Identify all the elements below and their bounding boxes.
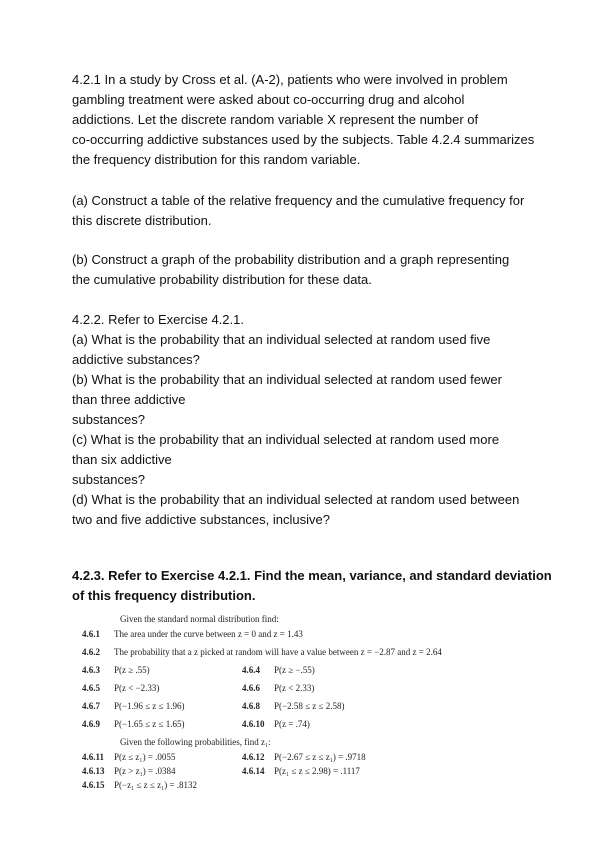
textbook-excerpt-image bbox=[78, 610, 538, 790]
item-text: P(z = .74) bbox=[274, 719, 310, 729]
item-text: P(z ≥ −.55) bbox=[274, 665, 315, 675]
text-line: addictive substances? bbox=[72, 352, 200, 367]
excerpt-item bbox=[82, 780, 197, 790]
exercise-4-2-1-text bbox=[72, 70, 542, 170]
excerpt-item bbox=[82, 629, 303, 639]
text-line: 4.2.3. Refer to Exercise 4.2.1. Find the mean, variance, and standard deviation bbox=[72, 568, 552, 583]
text-line: (d) What is the probability that an individual selected at random used between bbox=[72, 492, 520, 507]
excerpt-item bbox=[82, 752, 175, 762]
text-line: addictions. Let the discrete random variable X represent the number of bbox=[72, 112, 479, 127]
excerpt-heading: Given the following probabilities, find z₁: bbox=[120, 737, 271, 747]
item-text: P(z < 2.33) bbox=[274, 683, 315, 693]
excerpt-item bbox=[82, 647, 442, 657]
excerpt-item bbox=[82, 683, 159, 693]
item-number: 4.6.15 bbox=[82, 780, 105, 790]
text-line: than three addictive bbox=[72, 392, 186, 407]
text-line: gambling treatment were asked about co-occurring drug and alcohol bbox=[72, 92, 465, 107]
excerpt-item bbox=[242, 701, 344, 711]
item-text: P(z ≥ .55) bbox=[114, 665, 150, 675]
text-line: the frequency distribution for this random variable. bbox=[72, 152, 361, 167]
text-line: (b) Construct a graph of the probability distribution and a graph representing bbox=[72, 252, 510, 267]
exercise-4-2-2-text bbox=[72, 310, 542, 530]
text-line: (b) What is the probability that an individual selected at random used fewer bbox=[72, 372, 502, 387]
excerpt-heading: Given the standard normal distribution find: bbox=[120, 614, 279, 624]
item-text: The area under the curve between z = 0 and z = 1.43 bbox=[114, 629, 303, 639]
excerpt-item bbox=[82, 701, 184, 711]
item-number: 4.6.3 bbox=[82, 665, 100, 675]
item-text: P(z > z₁) = .0384 bbox=[114, 766, 176, 776]
text-line: co-occurring addictive substances used by the subjects. Table 4.2.4 summarizes bbox=[72, 132, 535, 147]
text-line: (c) What is the probability that an individual selected at random used more bbox=[72, 432, 500, 447]
text-line: of this frequency distribution. bbox=[72, 588, 256, 603]
item-text: P(z ≤ z₁) = .0055 bbox=[114, 752, 176, 762]
item-text: P(z₁ ≤ z ≤ 2.98) = .1117 bbox=[274, 766, 360, 776]
item-text: P(−1.96 ≤ z ≤ 1.96) bbox=[114, 701, 185, 711]
item-number: 4.6.11 bbox=[82, 752, 105, 762]
text-line: (a) What is the probability that an individual selected at random used five bbox=[72, 332, 491, 347]
text-line: substances? bbox=[72, 472, 145, 487]
item-number: 4.6.5 bbox=[82, 683, 100, 693]
excerpt-item bbox=[242, 665, 315, 675]
excerpt-item bbox=[82, 665, 150, 675]
text-line: 4.2.2. Refer to Exercise 4.2.1. bbox=[72, 312, 244, 327]
text-line: substances? bbox=[72, 412, 145, 427]
item-text: P(−z₁ ≤ z ≤ z₁) = .8132 bbox=[114, 780, 198, 790]
text-line: than six addictive bbox=[72, 452, 172, 467]
item-number: 4.6.2 bbox=[82, 647, 100, 657]
item-text: P(−2.67 ≤ z ≤ z₁) = .9718 bbox=[274, 752, 366, 762]
exercise-4-2-3-text bbox=[72, 566, 552, 606]
excerpt-item bbox=[242, 766, 360, 776]
item-number: 4.6.13 bbox=[82, 766, 105, 776]
item-text: P(−1.65 ≤ z ≤ 1.65) bbox=[114, 719, 185, 729]
excerpt-item bbox=[242, 752, 366, 762]
item-number: 4.6.12 bbox=[242, 752, 265, 762]
excerpt-item bbox=[82, 719, 184, 729]
item-text: P(−2.58 ≤ z ≤ 2.58) bbox=[274, 701, 345, 711]
item-number: 4.6.9 bbox=[82, 719, 100, 729]
excerpt-item bbox=[242, 683, 314, 693]
item-number: 4.6.1 bbox=[82, 629, 100, 639]
item-number: 4.6.6 bbox=[242, 683, 260, 693]
excerpt-item bbox=[82, 766, 176, 776]
text-line: this discrete distribution. bbox=[72, 213, 212, 228]
item-number: 4.6.4 bbox=[242, 665, 260, 675]
item-text: The probability that a z picked at random will have a value between z = −2.87 and z = 2.64 bbox=[114, 647, 442, 657]
text-line: two and five addictive substances, inclusive? bbox=[72, 512, 330, 527]
item-number: 4.6.8 bbox=[242, 701, 260, 711]
item-number: 4.6.7 bbox=[82, 701, 100, 711]
part-b-text bbox=[72, 250, 542, 290]
item-number: 4.6.10 bbox=[242, 719, 265, 729]
text-line: (a) Construct a table of the relative frequency and the cumulative frequency for bbox=[72, 193, 525, 208]
text-line: the cumulative probability distribution for these data. bbox=[72, 272, 372, 287]
item-number: 4.6.14 bbox=[242, 766, 265, 776]
text-line: 4.2.1 In a study by Cross et al. (A-2), patients who were involved in problem bbox=[72, 72, 508, 87]
item-text: P(z < −2.33) bbox=[114, 683, 160, 693]
excerpt-item bbox=[242, 719, 310, 729]
part-a-text bbox=[72, 191, 542, 231]
